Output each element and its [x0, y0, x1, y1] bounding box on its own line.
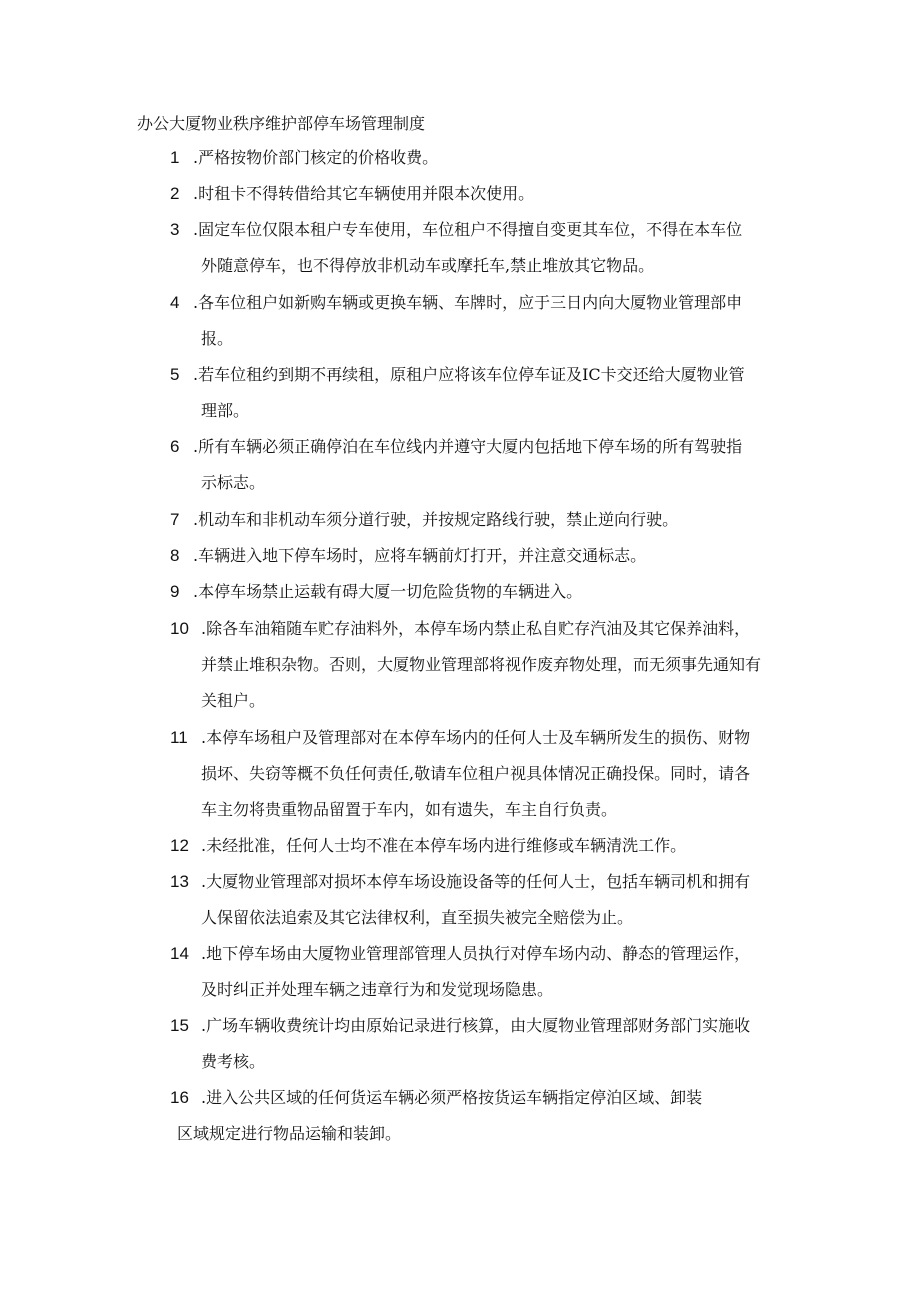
item-text-line: .固定车位仅限本租户专车使用，车位租户不得擅自变更其车位，不得在本车位: [193, 220, 743, 239]
item-number: 4: [170, 293, 180, 312]
item-text-line: 人保留依法追索及其它法律权利，直至损失被完全赔偿为止。: [201, 908, 634, 927]
item-text-line: .所有车辆必须正确停泊在车位线内并遵守大厦内包括地下停车场的所有驾驶指: [193, 437, 743, 456]
item-number: 5: [170, 365, 180, 384]
item-number: 2: [170, 184, 180, 203]
item-number: 9: [170, 582, 180, 601]
item-text-line: .未经批准，任何人士均不准在本停车场内进行维修或车辆清洗工作。: [201, 836, 687, 855]
item-number: 16: [170, 1088, 189, 1107]
item-number: 12: [170, 836, 189, 855]
item-text-line: .车辆进入地下停车场时，应将车辆前灯打开，并注意交通标志。: [193, 546, 647, 565]
item-number: 13: [170, 872, 189, 891]
item-number: 10: [170, 619, 189, 638]
item-text-line: .本停车场禁止运载有碍大厦一切危险货物的车辆进入。: [193, 582, 583, 601]
item-number: 15: [170, 1016, 189, 1035]
document-title: 办公大厦物业秩序维护部停车场管理制度: [137, 114, 426, 133]
item-text-line: 及时纠正并处理车辆之违章行为和发觉现场隐患。: [201, 980, 554, 999]
item-text-line: .严格按物价部门核定的价格收费。: [193, 148, 439, 167]
item-number: 11: [170, 728, 188, 747]
item-text-line: .进入公共区域的任何货运车辆必须严格按货运车辆指定停泊区域、卸装: [201, 1088, 703, 1107]
item-number: 8: [170, 546, 180, 565]
item-text-line: 关租户。: [201, 691, 266, 710]
item-text-line: 损坏、失窃等概不负任何责任,敬请车位租户视具体情况正确投保。同时，请各: [201, 764, 751, 783]
item-text-line: 区域规定进行物品运输和装卸。: [177, 1124, 402, 1143]
item-text-line: .机动车和非机动车须分道行驶，并按规定路线行驶，禁止逆向行驶。: [193, 510, 679, 529]
item-text-line: 车主勿将贵重物品留置于车内，如有遗失，车主自行负责。: [201, 800, 618, 819]
item-number: 7: [170, 510, 180, 529]
item-number: 6: [170, 437, 180, 456]
item-text-line: .广场车辆收费统计均由原始记录进行核算，由大厦物业管理部财务部门实施收: [201, 1016, 751, 1035]
item-text-line: 外随意停车，也不得停放非机动车或摩托车,禁止堆放其它物品。: [201, 256, 655, 275]
item-text-line: 并禁止堆积杂物。否则，大厦物业管理部将视作废弃物处理，而无须事先通知有: [201, 655, 762, 674]
item-text-line: 费考核。: [201, 1052, 266, 1071]
item-text-line: 示标志。: [201, 473, 266, 492]
item-text-line: .时租卡不得转借给其它车辆使用并限本次使用。: [193, 184, 535, 203]
item-text-line: .除各车油箱随车贮存油料外，本停车场内禁止私自贮存汽油及其它保养油料，: [201, 619, 751, 638]
item-number: 14: [170, 944, 189, 963]
item-text-line: .本停车场租户及管理部对在本停车场内的任何人士及车辆所发生的损伤、财物: [201, 728, 751, 747]
item-text-line: .大厦物业管理部对损坏本停车场设施设备等的任何人士，包括车辆司机和拥有: [201, 872, 751, 891]
item-text-line: .若车位租约到期不再续租，原租户应将该车位停车证及IC卡交还给大厦物业管: [193, 365, 745, 384]
item-number: 1: [170, 148, 180, 167]
item-text-line: 报。: [201, 329, 234, 348]
item-number: 3: [170, 220, 180, 239]
item-text-line: .各车位租户如新购车辆或更换车辆、车牌时，应于三日内向大厦物业管理部申: [193, 293, 743, 312]
item-text-line: 理部。: [201, 401, 250, 420]
item-text-line: .地下停车场由大厦物业管理部管理人员执行对停车场内动、静态的管理运作，: [201, 944, 751, 963]
